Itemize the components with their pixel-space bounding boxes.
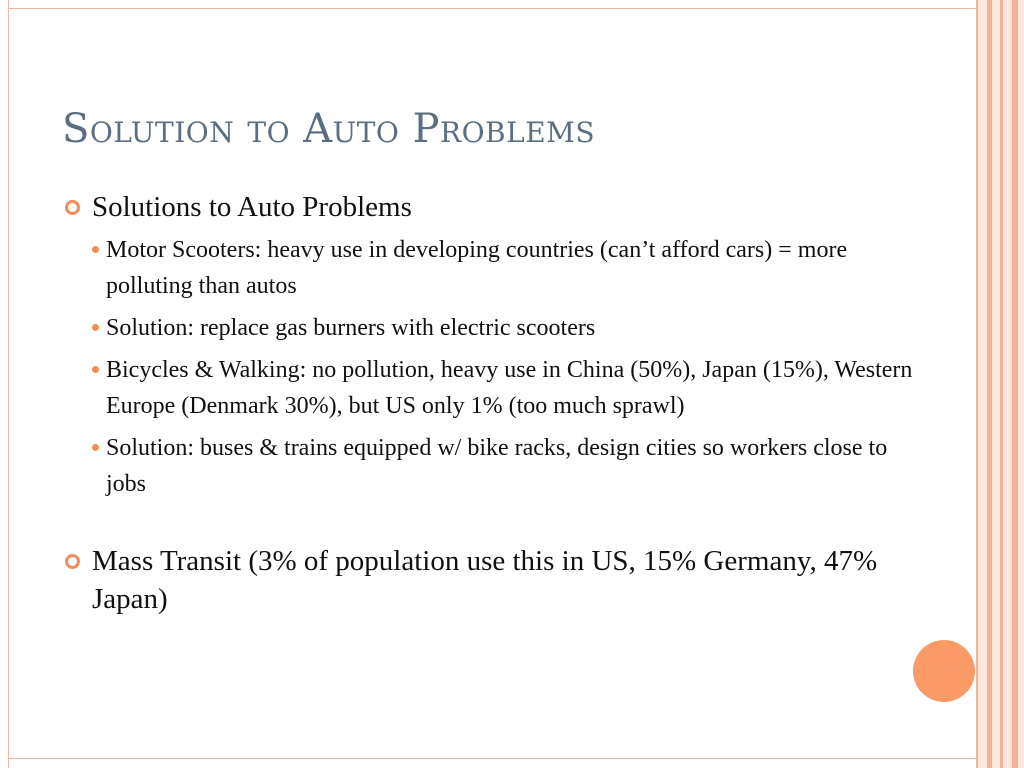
sub-bullet-text: Bicycles & Walking: no pollution, heavy use in China (50%), Japan (15%), Western Europe (Denmark 30%), but US only 1% (too much sprawl)	[106, 357, 913, 419]
sub-bullet-item	[64, 430, 914, 502]
stripe	[987, 0, 992, 768]
spacer	[64, 508, 914, 542]
stripe	[1000, 0, 1003, 768]
slide-title: Solution to Auto Problems	[62, 106, 596, 152]
frame-line-bottom	[8, 758, 976, 759]
stripe	[976, 0, 978, 768]
ring-bullet-icon	[65, 554, 80, 569]
sub-bullet-text: Motor Scooters: heavy use in developing countries (can’t afford cars) = more polluting than autos	[106, 237, 848, 299]
sub-bullet-item	[64, 232, 914, 304]
sub-bullet-text: Solution: replace gas burners with electric scooters	[106, 315, 596, 341]
bullet-item	[64, 542, 914, 618]
sub-bullet-text: Solution: buses & trains equipped w/ bike racks, design cities so workers close to jobs	[106, 435, 888, 497]
bullet-text: Solutions to Auto Problems	[92, 191, 412, 223]
ring-bullet-icon	[65, 200, 80, 215]
sub-bullet-item	[64, 352, 914, 424]
sub-bullet-list	[64, 232, 914, 502]
decorative-stripes	[976, 0, 1024, 768]
bullet-text: Mass Transit (3% of population use this in US, 15% Germany, 47% Japan)	[92, 545, 878, 615]
frame-line-top	[8, 8, 976, 9]
sub-bullet-item	[64, 310, 914, 346]
dot-bullet-icon	[92, 366, 99, 373]
stripe	[1012, 0, 1018, 768]
slide-content	[64, 188, 914, 618]
dot-bullet-icon	[92, 444, 99, 451]
dot-bullet-icon	[92, 246, 99, 253]
bullet-item	[64, 188, 914, 226]
decorative-circle	[913, 640, 975, 702]
dot-bullet-icon	[92, 324, 99, 331]
frame-line-left	[8, 0, 9, 768]
